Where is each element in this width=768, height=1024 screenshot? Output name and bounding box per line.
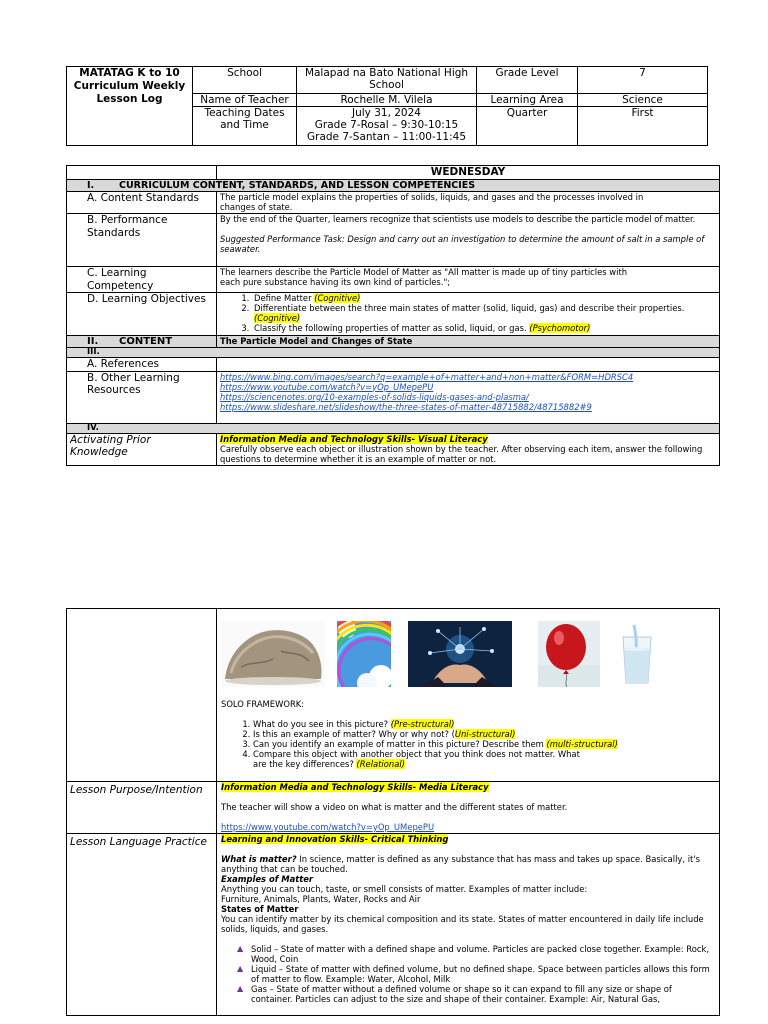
video-link[interactable]: https://www.youtube.com/watch?v=yOp_UMepePU: [221, 822, 435, 832]
glass-of-water-image: [612, 621, 662, 687]
performance-standards-cell: [217, 214, 720, 267]
examples-list: Furniture, Animals, Plants, Water, Rocks and Air: [221, 894, 421, 904]
log-title-line: Curriculum Weekly: [73, 80, 186, 92]
objective-item: 2. Differentiate between the three main states of matter (solid, liquid, gas) and describe their properties. (Cognitive): [252, 303, 716, 323]
lesson-table: [66, 165, 720, 466]
solo-question: 2. Is this an example of matter? Why or why not? (Uni-structural): [253, 729, 715, 739]
dates-value: [297, 107, 477, 146]
quarter-label: Quarter: [477, 107, 578, 146]
competency-text: The learners describe the Particle Model of Matter as "All matter is made up of tiny particles with each pure substance having its own kind of particles.";: [217, 267, 720, 293]
language-practice-label: Lesson Language Practice: [67, 834, 217, 1016]
schedule-line: Grade 7-Santan – 11:00-11:45: [306, 131, 466, 143]
empty-cell: [67, 609, 217, 782]
objective-tag: (Cognitive): [254, 313, 301, 323]
performance-standards-text: By the end of the Quarter, learners recognize that scientists use models to describe the particle model of matter.: [220, 214, 696, 224]
performance-task-text: Suggested Performance Task: Design and carry out an investigation to determine the amount of salt in a sample of seawater.: [220, 234, 705, 254]
quarter-value: First: [578, 107, 708, 146]
states-list: [237, 944, 715, 1004]
arrow-bullet-icon: ▲: [237, 944, 244, 953]
objective-tag: (Psychomotor): [529, 323, 591, 333]
resource-link[interactable]: https://www.bing.com/images/search?q=example+of+matter+and+non+matter&FORM=HDRSC4: [220, 371, 634, 382]
other-resources-label: B. Other Learning Resources: [67, 371, 217, 423]
objectives-cell: [217, 293, 720, 336]
section-2-heading: [67, 336, 217, 348]
resource-link[interactable]: https://www.slideshare.net/slideshow/the-three-states-of-matter-48715882/48715882#9: [220, 401, 592, 412]
resource-link[interactable]: https://www.youtube.com/watch?v=yOp_UMepePU: [220, 381, 434, 392]
objective-tag: (Cognitive): [314, 293, 361, 303]
examples-text: Anything you can touch, taste, or smell consists of matter. Examples of matter include:: [221, 884, 588, 894]
skill-label: Learning and Innovation Skills- Critical Thinking: [221, 834, 449, 844]
solo-cell: [217, 609, 720, 782]
solo-questions: [253, 719, 715, 769]
state-item: ▲ Gas – State of matter without a defined volume or shape so it can expand to fill any size or shape of container. Particles can adjust to the size and shape of their container. Example: Air, Natural Gas,: [237, 984, 672, 1004]
dates-label: Teaching Dates and Time: [193, 107, 297, 146]
states-text: You can identify matter by its chemical composition and its state. States of matter encountered in daily life include solids, liquids, and gases.: [221, 914, 704, 934]
competency-label: C. Learning Competency: [67, 267, 217, 293]
red-balloon-image: [538, 621, 600, 687]
solo-question: 3. Can you identify an example of matter in this picture? Describe them (multi-structural): [253, 739, 715, 749]
content-text: The Particle Model and Changes of State: [217, 336, 720, 348]
purpose-text: The teacher will show a video on what is matter and the different states of matter.: [221, 802, 568, 812]
language-practice-cell: [217, 834, 720, 1016]
examples-title: Examples of Matter: [221, 874, 314, 884]
image-strip: [221, 621, 715, 687]
section-4-heading: IV.: [67, 423, 720, 433]
prior-knowledge-cell: [217, 433, 720, 465]
area-value: Science: [578, 94, 708, 107]
header-table: [66, 66, 708, 146]
prior-knowledge-label: Activating Prior Knowledge: [67, 433, 217, 465]
solo-tag: (Relational): [356, 759, 405, 769]
solo-question: 1. What do you see in this picture? (Pre-structural): [253, 719, 715, 729]
log-title-line: MATATAG K to 10: [79, 67, 180, 79]
grade-label: Grade Level: [477, 67, 578, 94]
skill-label: Information Media and Technology Skills- Visual Literacy: [220, 433, 488, 444]
solo-tag: (Pre-structural): [390, 719, 455, 729]
section-number: II.: [87, 336, 99, 347]
prior-knowledge-text: Carefully observe each object or illustration shown by the teacher. After observing each item, answer the following questions to determine whether it is an example of matter or not.: [220, 443, 703, 464]
state-item: ▲ Liquid – State of matter with defined volume, but no defined shape. Space between particles allows this form of matter to flow. Example: Water, Alcohol, Milk: [237, 964, 710, 984]
empty-cell: [67, 166, 217, 180]
section-title: CONTENT: [119, 336, 173, 347]
date-line: July 31, 2024: [352, 107, 421, 119]
arrow-bullet-icon: ▲: [237, 984, 244, 993]
skill-label: Information Media and Technology Skills- Media Literacy: [221, 782, 489, 792]
performance-standards-label: B. Performance Standards: [67, 214, 217, 267]
objective-item: 1. Define Matter (Cognitive): [252, 293, 716, 303]
school-value: Malapad na Bato National High School: [297, 67, 477, 94]
solo-title: SOLO FRAMEWORK:: [221, 699, 305, 709]
section-3-heading: III.: [67, 348, 720, 358]
activity-table: [66, 608, 720, 1016]
objective-item: 3. Classify the following properties of matter as solid, liquid, or gas. (Psychomotor): [252, 323, 716, 333]
area-label: Learning Area: [477, 94, 578, 107]
references-cell: [217, 358, 720, 372]
content-standards-text: The particle model explains the properties of solids, liquids, and gases and the processes involved in changes of state.: [217, 192, 720, 214]
resource-link[interactable]: https://sciencenotes.org/10-examples-of-solids-liquids-gases-and-plasma/: [220, 391, 529, 402]
solo-tag: (multi-structural): [546, 739, 618, 749]
states-title: States of Matter: [221, 904, 299, 914]
rainbow-image: [337, 621, 391, 687]
section-1-heading: [67, 180, 720, 192]
day-heading: WEDNESDAY: [217, 166, 720, 180]
rock-image: [221, 621, 325, 687]
objectives-list: [252, 293, 716, 333]
grade-value: 7: [578, 67, 708, 94]
references-label: A. References: [67, 358, 217, 372]
what-is-matter: What is matter? In science, matter is defined as any substance that has mass and takes up space. Basically, it's anything that can be touched.: [221, 854, 700, 874]
hands-light-image: [408, 621, 512, 687]
teacher-label: Name of Teacher: [193, 94, 297, 107]
purpose-cell: [217, 782, 720, 834]
teacher-value: Rochelle M. Vilela: [297, 94, 477, 107]
log-title-line: Lesson Log: [96, 93, 163, 105]
purpose-label: Lesson Purpose/Intention: [67, 782, 217, 834]
what-title: What is matter?: [221, 854, 297, 864]
log-title: [67, 67, 193, 146]
resource-links-cell: [217, 371, 720, 423]
solo-tag: Uni-structural): [454, 729, 516, 739]
section-title: CURRICULUM CONTENT, STANDARDS, AND LESSON COMPETENCIES: [119, 180, 476, 191]
section-number: I.: [87, 180, 95, 191]
content-standards-label: A. Content Standards: [67, 192, 217, 214]
solo-question: 4. Compare this object with another object that you think does not matter. What are the key differences? (Relational): [253, 749, 715, 769]
objectives-label: D. Learning Objectives: [67, 293, 217, 336]
schedule-line: Grade 7-Rosal – 9:30-10:15: [314, 119, 459, 131]
school-label: School: [193, 67, 297, 94]
state-item: ▲ Solid – State of matter with a defined shape and volume. Particles are packed close together. Example: Rock, Wood, Coin: [237, 944, 709, 964]
arrow-bullet-icon: ▲: [237, 964, 244, 973]
